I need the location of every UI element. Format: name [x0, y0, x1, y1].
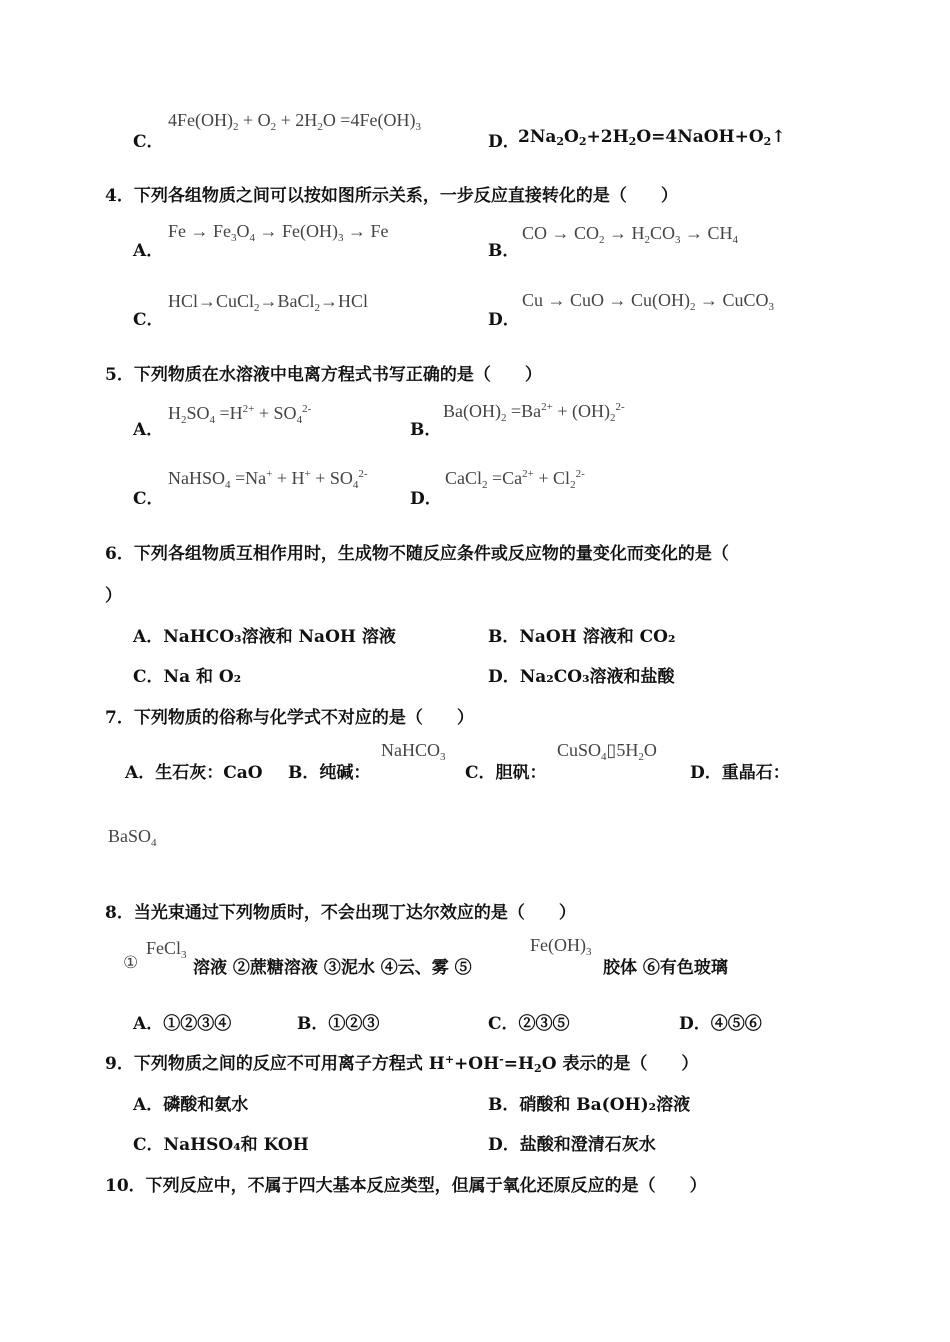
q4-option-a-label: A． — [133, 241, 164, 261]
q4-option-a-formula: $Fe \to Fe_3O_4 \to Fe(OH)_3 \to Fe$ — [168, 221, 389, 244]
q9-option-d: D．盐酸和澄清石灰水 — [488, 1135, 656, 1155]
q7-option-c: C．胆矾： — [465, 763, 547, 783]
q5-option-c-formula: NaHSO$_4$ $=Na^+ + H^+ + SO_4^{2-}$ — [168, 468, 368, 491]
q5-option-d-formula: CaCl$_2$ $=Ca^{2+} + Cl_2^{2-}$ — [445, 468, 585, 491]
q5-stem: 5．下列物质在水溶液中电离方程式书写正确的是（ ） — [105, 365, 542, 385]
q4-option-c-label: C． — [133, 310, 164, 330]
q7-stem: 7．下列物质的俗称与化学式不对应的是（ ） — [105, 708, 474, 728]
q10-stem: 10．下列反应中，不属于四大基本反应类型，但属于氧化还原反应的是（ ） — [105, 1176, 707, 1196]
q8-option-c: C．②③⑤ — [488, 1014, 570, 1034]
q4-option-c-formula: HCl→CuCl$_2$→BaCl$_2$→HCl — [168, 291, 369, 314]
q5-option-a-label: A． — [133, 420, 164, 440]
q6-stem-end: ） — [105, 586, 122, 606]
q4-option-d-formula: Cu → CuO → $Cu(OH)_2$ → CuCO$_3$ — [522, 290, 775, 313]
q4-stem: 4．下列各组物质之间可以按如图所示关系，一步反应直接转化的是（ ） — [105, 186, 678, 206]
q5-option-d-label: D． — [410, 489, 442, 509]
q9-stem-post: 表示的是（ ） — [562, 1054, 699, 1074]
q8-option-a: A．①②③④ — [133, 1014, 232, 1034]
q3-option-c-label: C． — [133, 132, 164, 152]
q5-option-a-formula: $H_2SO_4 =H^{2+} + SO_4^{2-}$ — [168, 403, 312, 426]
q6-stem: 6．下列各组物质互相作用时，生成物不随反应条件或反应物的量变化而变化的是（ — [105, 544, 729, 564]
q8-item5-text: 胶体 ⑥有色玻璃 — [603, 958, 728, 978]
q8-option-d: D．④⑤⑥ — [679, 1014, 762, 1034]
q3-option-d-label: D． — [488, 132, 520, 152]
q3-option-d-formula: $2Na_2O_2+2H_2O=4NaOH+O_2↑$ — [518, 127, 786, 148]
q8-item5-formula: $Fe(OH)_3$ — [530, 935, 592, 958]
q9-option-a: A．磷酸和氨水 — [133, 1095, 249, 1115]
q6-option-d: D．Na₂CO₃溶液和盐酸 — [488, 667, 675, 687]
q9-stem — [105, 1049, 698, 1075]
q6-option-c: C．Na 和 O₂ — [133, 667, 242, 687]
q8-items-text: 溶液 ②蔗糖溶液 ③泥水 ④云、雾 ⑤ — [193, 958, 472, 978]
q4-option-b-formula: CO → $CO_2 \to H_2CO_3 \to CH_4$ — [522, 223, 739, 246]
q4-option-b-label: B． — [488, 241, 520, 261]
q6-option-a: A．NaHCO₃溶液和 NaOH 溶液 — [133, 627, 396, 647]
q5-option-c-label: C． — [133, 489, 164, 509]
q8-item1-formula: FeCl$_3$ — [146, 938, 187, 961]
q6-option-b: B．NaOH 溶液和 CO₂ — [488, 627, 676, 647]
q8-option-b: B．①②③ — [297, 1014, 380, 1034]
q7-option-b-formula: NaHCO$_3$ — [381, 740, 446, 763]
q9-ion-equation: $^++OH^-=H_2O$ — [444, 1053, 563, 1075]
q7-option-c-formula: $CuSO_4▯5H_2O$ — [557, 740, 657, 763]
q8-stem: 8．当光束通过下列物质时，不会出现丁达尔效应的是（ ） — [105, 903, 576, 923]
q5-option-b-formula: $Ba(OH)_2 =Ba^{2+} + (OH)_2^{2-}$ — [443, 401, 625, 424]
q8-item1-number: ① — [123, 953, 139, 973]
q9-option-b: B．硝酸和 Ba(OH)₂溶液 — [488, 1095, 691, 1115]
q7-option-d: D．重晶石： — [690, 763, 790, 783]
q7-option-a: A．生石灰：CaO — [125, 763, 263, 783]
q5-option-b-label: B． — [410, 420, 442, 440]
q7-option-d-formula: BaSO$_4$ — [108, 826, 157, 849]
q7-option-b: B．纯碱： — [288, 763, 371, 783]
q9-option-c: C．NaHSO₄和 KOH — [133, 1135, 309, 1155]
q9-stem-pre: 9．下列物质之间的反应不可用离子方程式 H — [105, 1054, 445, 1074]
q4-option-d-label: D． — [488, 310, 520, 330]
q3-option-c-formula: $4Fe(OH)_2 + O_2 + 2H_2O =4Fe(OH)_3$ — [168, 110, 421, 133]
